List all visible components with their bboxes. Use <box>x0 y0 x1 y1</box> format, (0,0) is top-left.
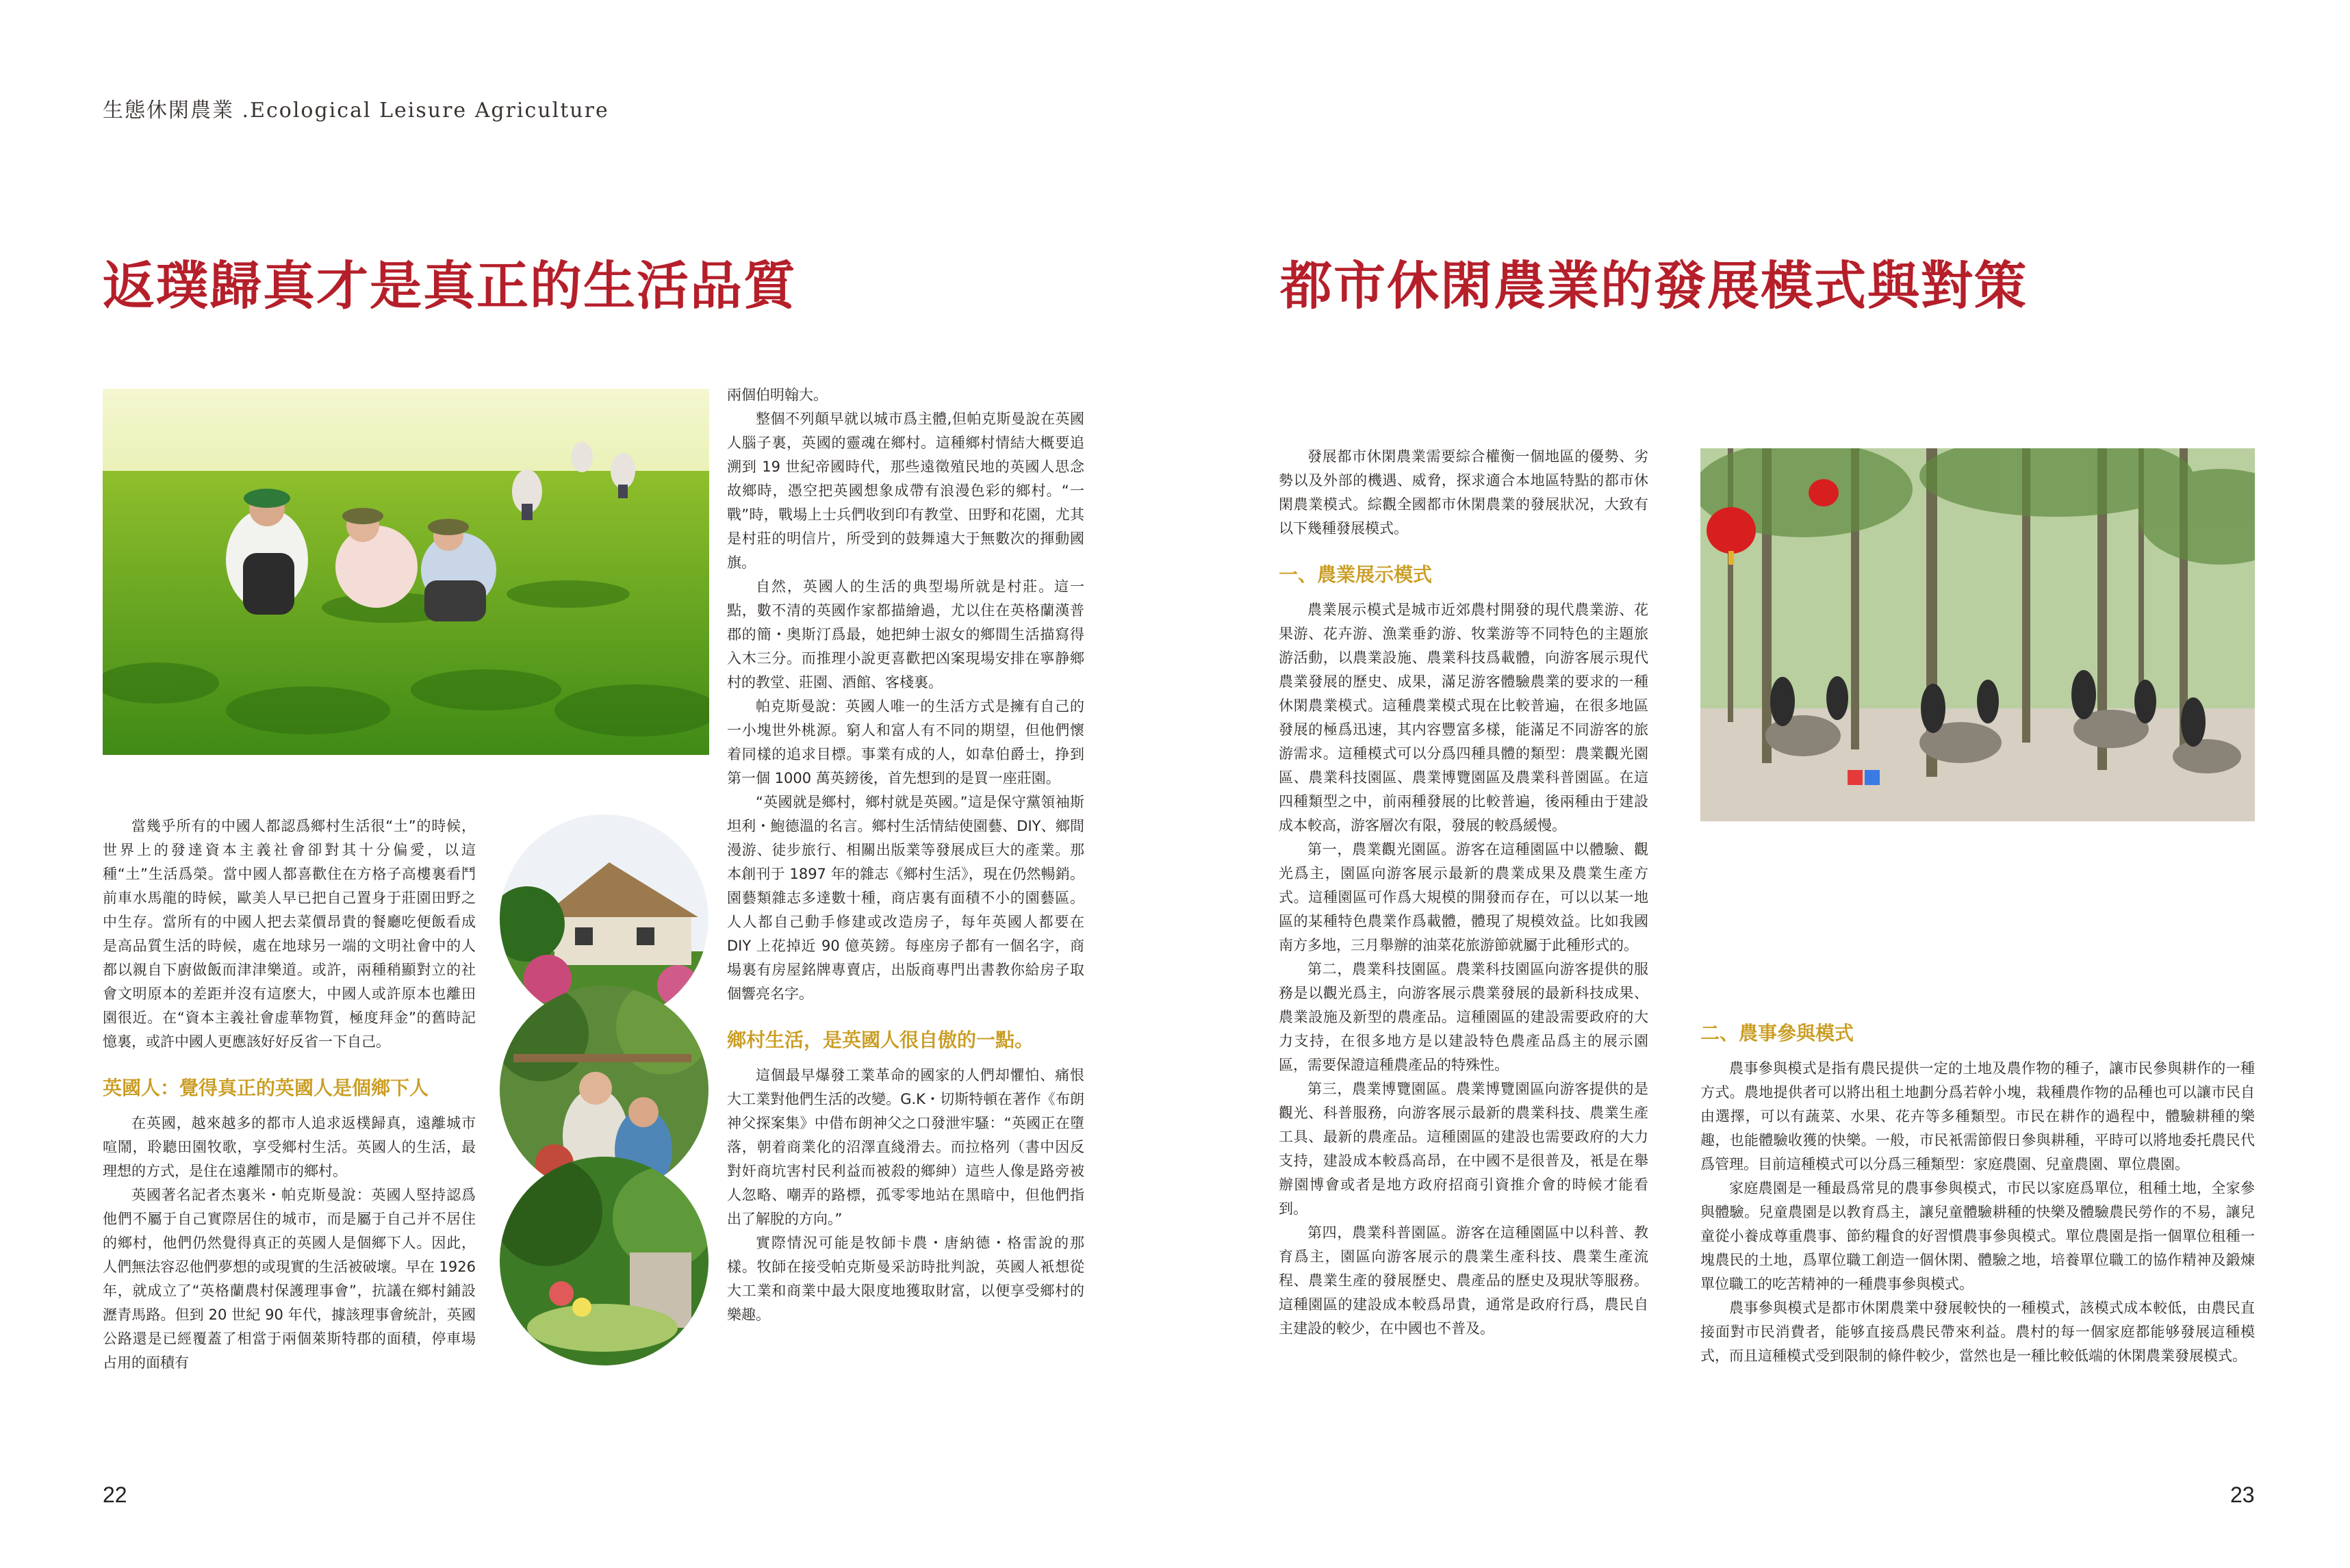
left-paragraph: 兩個伯明翰大。 <box>727 387 828 403</box>
right-paragraph: 第一，農業觀光園區。游客在這種園區中以體驗、觀光爲主，園區向游客展示最新的農業成果及農業生產方式。這種園區可作爲大規模的開發而存在，可以以某一地區的某種特色農業作爲載體，體現了規模效益。比如我國南方多地，三月舉辦的油菜花旅游節就屬于此種形式的。 <box>1279 841 1648 953</box>
left-paragraph: 整個不列顛早就以城市爲主體,但帕克斯曼說在英國人腦子裏，英國的靈魂在鄉村。這種鄉村情結大概要追溯到 19 世紀帝國時代，那些遠徵殖民地的英國人思念故鄉時，憑空把英國想象成帶有浪漫色彩的鄉村。“一戰”時，戰場上士兵們收到印有教堂、田野和花園，尤其是村莊的明信片，所受到的鼓舞遠大于無數次的揮動國旗。 <box>727 411 1084 571</box>
left-paragraph: “英國就是鄉村，鄉村就是英國。”這是保守黨領袖斯坦利・鮑德溫的名言。鄉村生活情結使園藝、DIY、鄉間漫游、徒步旅行、相關出版業等發展成巨大的產業。那本創刊于 1897 年的雜志《鄉村生活》，現在仍然暢銷。園藝類雜志多達數十種，商店裏有面積不小的園藝區。人人都自己動手修建或改造房子，每年英國人都要在 DIY 上花掉近 90 億英鎊。每座房子都有一個名字，商場裏有房屋銘牌專賣店，出版商專門出書教你給房子取個響亮名字。 <box>727 794 1084 1002</box>
right-subhead-1: 一、農業展示模式 <box>1279 563 1433 586</box>
right-paragraph: 農事參與模式是指有農民提供一定的土地及農作物的種子，讓市民參與耕作的一種方式。農地提供者可以將出租土地劃分爲若幹小塊，栽種農作物的品種也可以讓市民自由選擇，可以有蔬菜、水果、花卉等多種類型。市民在耕作的過程中，體驗耕種的樂趣，也能體驗收獲的快樂。一般，市民衹需節假日參與耕種，平時可以將地委托農民代爲管理。目前這種模式可以分爲三種類型：家庭農園、兒童農園、單位農園。 <box>1700 1060 2255 1172</box>
left-paragraph: 自然，英國人的生活的典型場所就是村莊。這一點，數不清的英國作家都描繪過，尤以住在英格蘭漢普郡的簡・奥斯汀爲最，她把紳士淑女的鄉間生活描寫得入木三分。而推理小說更喜歡把凶案現場安排在寧静鄉村的教堂、莊園、酒館、客棧裏。 <box>727 578 1084 691</box>
left-paragraph: 實際情況可能是牧師卡農・唐納德・格雷說的那樣。牧師在接受帕克斯曼采訪時批判說，英國人衹想從大工業和商業中最大限度地獲取財富，以便享受鄉村的樂趣。 <box>727 1235 1084 1323</box>
left-subhead-1: 英國人：覺得真正的英國人是個鄉下人 <box>103 1077 429 1099</box>
left-paragraph: 在英國，越來越多的都市人追求返樸歸真，遠離城市喧鬧，聆聽田園牧歌，享受鄉村生活。英國人的生活，最理想的方式，是住在遠離鬧市的鄉村。 <box>103 1115 476 1179</box>
right-paragraph: 農業展示模式是城市近郊農村開發的現代農業游、花果游、花卉游、漁業垂釣游、牧業游等不同特色的主題旅游活動，以農業設施、農業科技爲載體，向游客展示現代農業發展的歷史、成果，滿足游客體驗農業的要求的一種休閑農業模式。這種農業模式現在比較普遍，在很多地區發展的極爲迅速，其内容豐富多樣，能滿足不同游客的旅游需求。這種模式可以分爲四種具體的類型：農業觀光園區、農業科技園區、農業博覽園區及農業科普園區。在這四種類型之中，前兩種發展的比較普遍，後兩種由于建設成本較高，游客層次有限，發展的較爲緩慢。 <box>1279 602 1648 834</box>
left-column-2 <box>727 383 1084 1327</box>
right-column-1 <box>1279 445 1648 1341</box>
left-intro-paragraph: 當幾乎所有的中國人都認爲鄉村生活很“土”的時候，世界上的發達資本主義社會卻對其十分偏愛，以這種“土”生活爲榮。當中國人都喜歡住在方格子高樓裏看鬥前車水馬龍的時候，歐美人早已把自己置身于莊園田野之中生存。當所有的中國人把去菜價昂貴的餐廳吃便飯看成是高品質生活的時候，處在地球另一端的文明社會中的人都以親自下廚做飯而津津樂道。或許，兩種稍顯對立的社會文明原本的差距并沒有這麽大，中國人或許原本也離田園很近。在“資本主義社會虚華物質，極度拜金”的舊時記憶裏，或許中國人更應該好好反省一下自己。 <box>103 818 476 1050</box>
field-workers-photo <box>103 389 709 755</box>
garden-circle-photo <box>500 1157 708 1365</box>
right-paragraph: 農事參與模式是都市休閑農業中發展較快的一種模式，該模式成本較低，由農民直接面對市民消費者，能够直接爲農民帶來利益。農村的每一個家庭都能够發展這種模式，而且這種模式受到限制的條件較少，當然也是一種比較低端的休閑農業發展模式。 <box>1700 1300 2255 1364</box>
page-number-left: 22 <box>103 1482 127 1507</box>
left-column-1 <box>103 814 476 1375</box>
page-number-right: 23 <box>2230 1482 2255 1507</box>
left-paragraph: 帕克斯曼說：英國人唯一的生活方式是擁有自己的一小塊世外桃源。窮人和富人有不同的期望，但他們懷着同樣的追求目標。事業有成的人，如韋伯爵士，挣到第一個 1000 萬英鎊後，首先想到的是買一座莊園。 <box>727 698 1084 786</box>
right-paragraph: 第四，農業科普園區。游客在這種園區中以科普、教育爲主，園區向游客展示的農業生產科技、農業生產流程、農業生產的發展歷史、農產品的歷史及現狀等服務。這種園區的建設成本較爲昂貴，通常是政府行爲，農民自主建設的較少，在中國也不普及。 <box>1279 1224 1648 1337</box>
left-subhead-2: 鄉村生活，是英國人很自傲的一點。 <box>727 1029 1034 1051</box>
right-intro-paragraph: 發展都市休閑農業需要綜合權衡一個地區的優勢、劣勢以及外部的機遇、威脅，探求適合本地區特點的都市休閑農業模式。綜觀全國都市休閑農業的發展狀况，大致有以下幾種發展模式。 <box>1279 448 1648 537</box>
left-paragraph: 這個最早爆發工業革命的國家的人們却懼怕、痛恨大工業對他們生活的改變。G.K・切斯特頓在著作《布朗神父探案集》中借布朗神父之口發泄牢騷：“英國正在墮落，朝着商業化的沼澤直綫滑去。而拉格列（書中因反對奸商坑害村民利益而被殺的鄉紳）這些人像是路旁被人忽略、嘲弄的路標，孤零零地站在黑暗中，但他們指出了解脫的方向。” <box>727 1067 1084 1227</box>
forest-gathering-photo <box>1700 448 2255 821</box>
right-paragraph: 第二，農業科技園區。農業科技園區向游客提供的服務是以觀光爲主，向游客展示農業發展的最新科技成果、農業設施及新型的農產品。這種園區的建設需要政府的大力支持，在很多地方是以建設特色農產品爲主的展示園區，需要保證這種農產品的特殊性。 <box>1279 961 1648 1073</box>
left-headline: 返璞歸真才是真正的生活品質 <box>103 255 797 316</box>
right-headline: 都市休閑農業的發展模式與對策 <box>1280 255 2028 316</box>
right-column-2 <box>1700 1020 2255 1368</box>
right-subhead-2: 二、農事參與模式 <box>1700 1022 1854 1044</box>
right-paragraph: 家庭農園是一種最爲常見的農事參與模式，市民以家庭爲單位，租種土地，全家參與體驗。兒童農園是以教育爲主，讓兒童體驗耕種的快樂及體驗農民勞作的不易，讓兒童從小養成尊重農事、節約糧食的好習慣農事參與模式。單位農園是指一個單位租種一塊農民的土地，爲單位職工創造一個休閑、體驗之地，培養單位職工的協作精神及鍛煉單位職工的吃苦精神的一種農事參與模式。 <box>1700 1180 2255 1292</box>
running-head: 生態休閑農業 .Ecological Leisure Agriculture <box>103 99 609 123</box>
left-paragraph: 英國著名記者杰裏米・帕克斯曼說：英國人堅持認爲他們不屬于自己實際居住的城市，而是屬于自己并不居住的鄉村，他們仍然覺得真正的英國人是個鄉下人。因此，人們無法容忍他們夢想的或現實的生活被破壞。早在 1926 年，就成立了“英格蘭農村保護理事會”，抗議在鄉村鋪設瀝青馬路。但到 20 世紀 90 年代，據該理事會統計，英國公路還是已經覆蓋了相當于兩個萊斯特郡的面積，停車場占用的面積有 <box>103 1187 476 1371</box>
right-paragraph: 第三，農業博覽園區。農業博覽園區向游客提供的是觀光、科普服務，向游客展示最新的農業科技、農業生產工具、最新的農產品。這種園區的建設也需要政府的大力支持，建設成本較爲高昂，在中國不是很普及，衹是在舉辦園博會或者是地方政府招商引資推介會的時候才能看到。 <box>1279 1081 1648 1217</box>
